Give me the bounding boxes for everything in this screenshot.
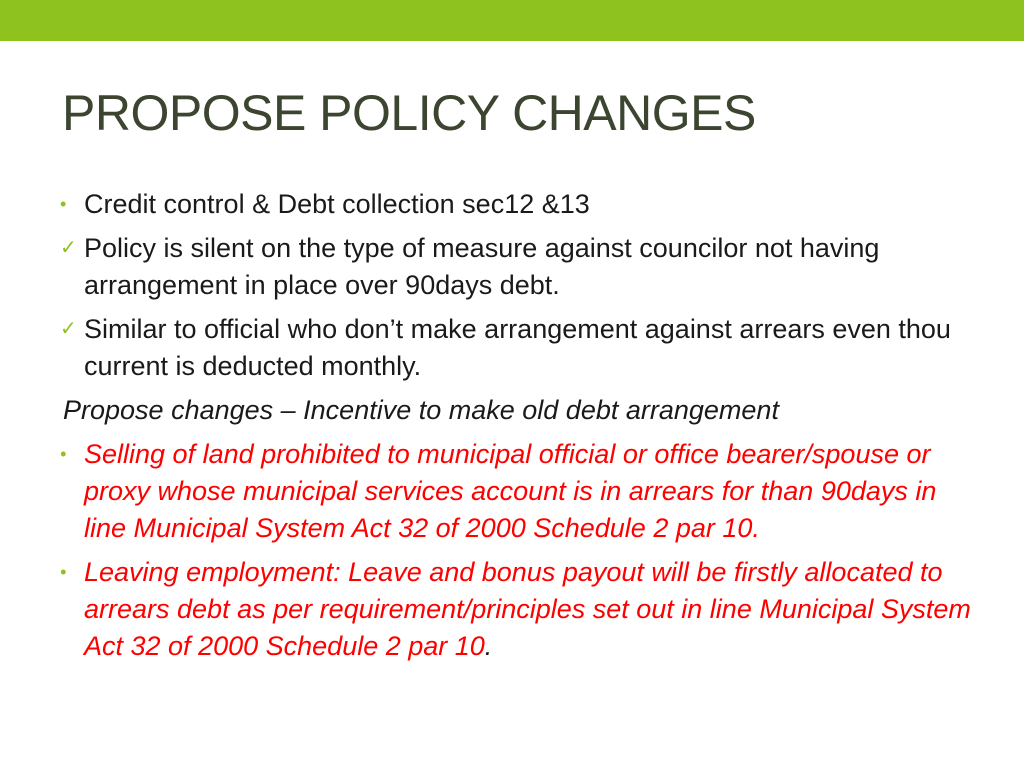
bullet-leaving-employment <box>60 554 980 665</box>
propose-changes-heading: Propose changes – Incentive to make old debt arrangement <box>63 395 779 425</box>
bullet-text: Credit control & Debt collection sec12 &13 <box>84 189 590 219</box>
bullet-text: Leaving employment: Leave and bonus payout will be firstly allocated to arrears debt as per requirement/principles set out in line Municipal System Act 32 of 2000 Schedule 2 par 10 <box>84 557 971 661</box>
bullet-icon: • <box>60 444 67 464</box>
check-policy-silent <box>60 230 980 304</box>
bullet-icon: • <box>60 562 67 582</box>
bullet-text: Selling of land prohibited to municipal official or office bearer/spouse or proxy whose municipal services account is in arrears for than 90days in line Municipal System Act 32 of 2000 Schedule 2 par 10. <box>84 439 937 543</box>
trailing-period: . <box>484 631 493 661</box>
bullet-selling-land <box>60 436 980 547</box>
check-similar-official <box>60 311 980 385</box>
checkmark-icon: ✓ <box>60 237 77 259</box>
slide-title: PROPOSE POLICY CHANGES <box>62 85 756 141</box>
check-text: Similar to official who don’t make arrangement against arrears even thou current is deducted monthly. <box>84 314 951 381</box>
bullet-credit-control <box>60 186 980 223</box>
slide-body <box>60 186 980 672</box>
check-text: Policy is silent on the type of measure against councilor not having arrangement in place over 90days debt. <box>84 233 880 300</box>
top-accent-bar <box>0 0 1024 41</box>
checkmark-icon: ✓ <box>60 318 77 340</box>
bullet-icon: • <box>60 194 67 214</box>
